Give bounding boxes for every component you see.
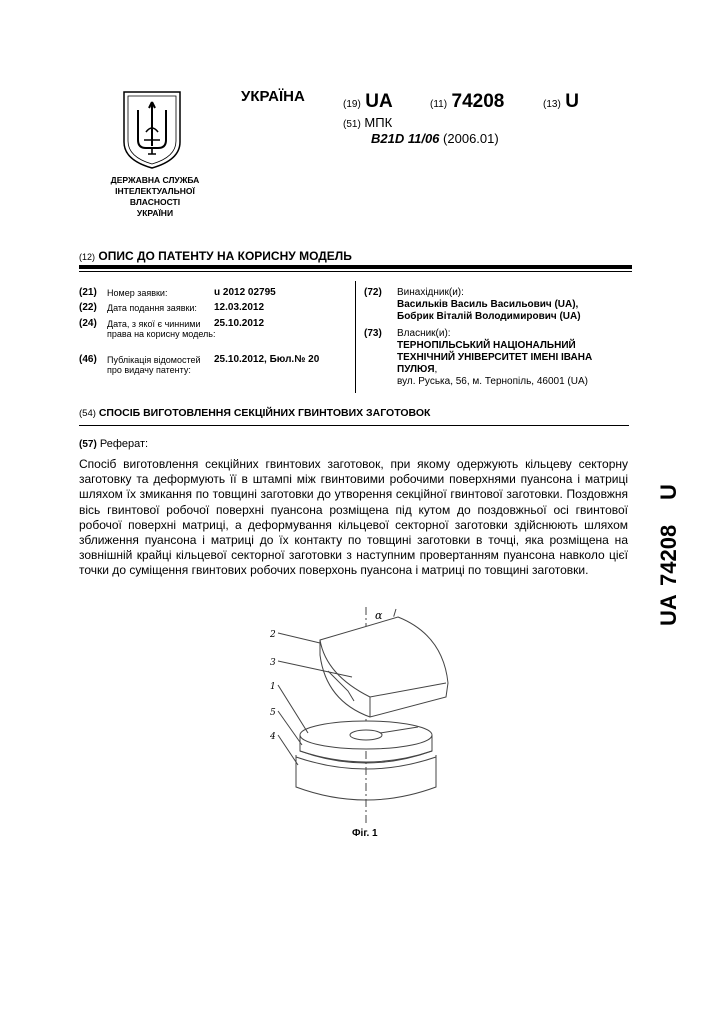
figure-label: 3 <box>270 658 276 668</box>
owner-name-line: ПУЛЮЯ <box>397 364 435 375</box>
divider <box>79 425 629 426</box>
biblio-row <box>79 303 349 317</box>
figure-label: 5 <box>270 708 276 718</box>
office-line: ДЕРЖАВНА СЛУЖБА <box>110 175 200 185</box>
biblio-value: 25.10.2012 <box>214 318 265 329</box>
inid-code: (54) <box>79 408 96 419</box>
inid-code: (72) <box>364 287 382 298</box>
trident-emblem-icon <box>120 88 184 172</box>
angle-label: α <box>375 609 383 622</box>
inventors-label: Винахідник(и): <box>397 287 464 298</box>
abstract-text: Спосіб виготовлення секційних гвинтових заготовок, при якому одержують кільцеву секторну заготовку та деформують її в штампі між гвинтовими робочими поверхнями пуансона і матриці шляхом їх змикання по товщині заготовки до утворення секційної гвинтової заготовки. Поздовжня вісь гвинтової робочої поверхні пуансона розміщена під кутом до поздовжньої осі гвинтової робочої поверхні матриці, а деформування кільцевої секторної заготовки здійснюють шляхом зближення пуансона і матриці до їх контакту по товщині заготовки в точці, яка розміщена на зовнішній крайці кільцевої секторної заготовки з наступним провертанням пуансона навколо цієї точки до суміщення гвинтових робочих поверхонь пуансона і матриці по товщині заготовки. <box>79 457 628 578</box>
inid-code: (22) <box>79 302 97 313</box>
biblio-label: Дата, з якої є чинними права на корисну модель: <box>107 319 216 339</box>
biblio-label: Публікація відомостей про видачу патенту: <box>107 355 201 375</box>
side-patent-label <box>636 470 706 630</box>
owner-punctuation: , <box>434 364 438 375</box>
figure-label: 1 <box>270 682 276 692</box>
biblio-row <box>79 319 349 355</box>
biblio-value: u 2012 02795 <box>214 287 276 298</box>
side-kind: U <box>656 484 681 500</box>
abstract-label: Реферат: <box>99 438 149 450</box>
inid-code: (57) <box>79 439 97 450</box>
invention-title-text: СПОСІБ ВИГОТОВЛЕННЯ СЕКЦІЙНИХ ГВИНТОВИХ ЗАГОТОВОК <box>98 407 431 419</box>
inid-code: (11) <box>430 99 448 110</box>
owner-name-line: ТЕХНІЧНИЙ УНІВЕРСИТЕТ ІМЕНІ ІВАНА <box>397 352 593 363</box>
inid-code: (73) <box>364 328 382 339</box>
inventor-name: Васильків Василь Васильович (UA), <box>397 299 579 310</box>
owner-label: Власник(и): <box>397 328 451 339</box>
abstract-heading <box>79 438 148 450</box>
ipc-class-line <box>371 131 499 146</box>
figure-drawing <box>268 605 468 835</box>
biblio-label: Номер заявки: <box>107 288 168 298</box>
code-19 <box>343 91 393 113</box>
divider <box>79 265 632 269</box>
ipc-class: B21D 11/06 <box>371 131 440 146</box>
inid-code: (19) <box>343 99 361 110</box>
document-type <box>79 249 352 263</box>
divider <box>79 271 632 272</box>
patent-office-name <box>80 175 230 219</box>
office-line: ІНТЕЛЕКТУАЛЬНОЇ <box>115 186 195 196</box>
inventor-name: Бобрик Віталій Володимирович (UA) <box>397 311 581 322</box>
invention-title <box>79 407 430 419</box>
owner-name-line: ТЕРНОПІЛЬСЬКИЙ НАЦІОНАЛЬНИЙ <box>397 340 576 351</box>
inid-code: (46) <box>79 354 97 365</box>
figure-caption: Фіг. 1 <box>352 828 378 839</box>
inid-code: (24) <box>79 318 97 329</box>
patent-number: 74208 <box>451 91 505 112</box>
country-name: УКРАЇНА <box>241 88 305 105</box>
biblio-row <box>79 288 349 302</box>
column-divider <box>355 281 356 393</box>
ipc-version: (2006.01) <box>443 131 499 146</box>
inventors-block <box>364 287 634 325</box>
biblio-label: Дата подання заявки: <box>107 303 197 313</box>
inid-code: (12) <box>79 252 96 262</box>
document-type-title: ОПИС ДО ПАТЕНТУ НА КОРИСНУ МОДЕЛЬ <box>98 249 352 263</box>
biblio-value: 12.03.2012 <box>214 302 265 313</box>
side-number: 74208 <box>656 524 681 586</box>
inid-code: (13) <box>543 99 561 110</box>
inid-code: (21) <box>79 287 97 298</box>
country-code: UA <box>365 91 393 112</box>
figure-label: 2 <box>270 630 276 640</box>
figure-label: 4 <box>270 732 276 742</box>
ipc-heading <box>343 115 392 130</box>
owner-address: вул. Руська, 56, м. Тернопіль, 46001 (UA) <box>397 376 588 387</box>
office-line: ВЛАСНОСТІ <box>129 197 181 207</box>
inid-code: (51) <box>343 119 361 130</box>
code-11 <box>430 91 504 113</box>
office-line: УКРАЇНИ <box>136 208 174 218</box>
kind-code: U <box>565 91 579 112</box>
owner-block <box>364 328 634 392</box>
side-country: UA <box>656 594 681 626</box>
code-13 <box>543 91 579 113</box>
biblio-row <box>79 355 349 377</box>
biblio-value: 25.10.2012, Бюл.№ 20 <box>214 354 320 365</box>
ipc-label: МПК <box>364 115 393 130</box>
